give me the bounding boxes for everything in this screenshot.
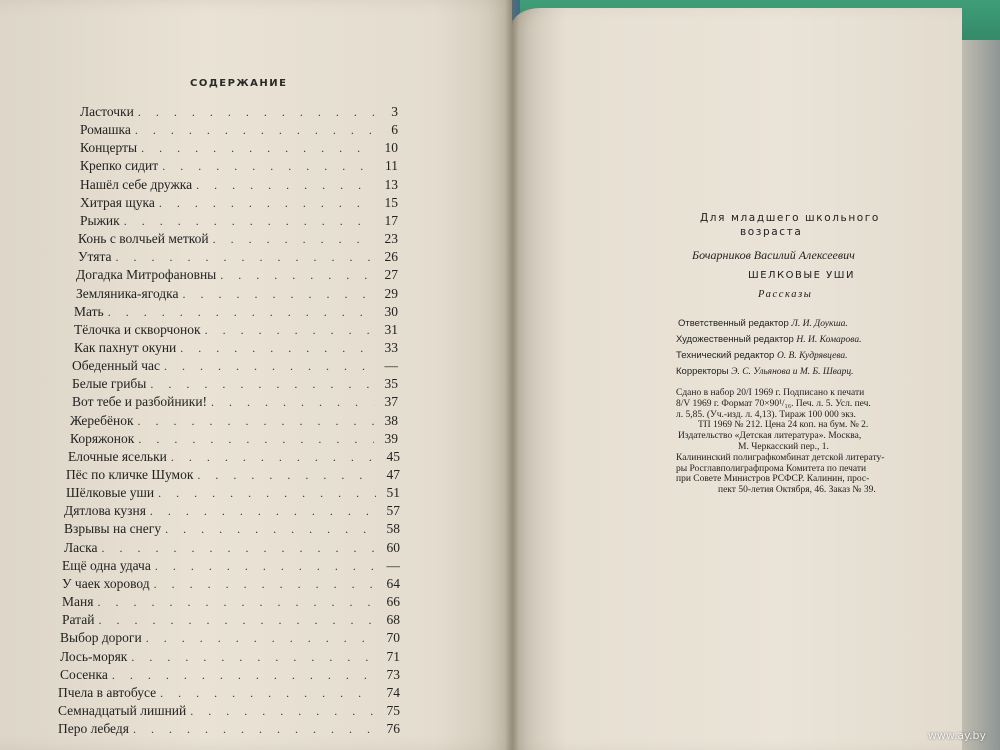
toc-leader-dots bbox=[211, 394, 374, 410]
colophon-print-line: ры Росглавполиграфпрома Комитета по печати bbox=[676, 463, 867, 474]
toc-entry-page: 47 bbox=[386, 467, 400, 482]
toc-entry-title: Перо лебедя bbox=[58, 721, 129, 737]
toc-heading: СОДЕРЖАНИЕ bbox=[190, 78, 288, 89]
toc-entry bbox=[72, 376, 398, 392]
toc-leader-dots bbox=[150, 503, 376, 519]
toc-leader-dots bbox=[158, 485, 376, 501]
toc-entry bbox=[80, 195, 398, 211]
toc-leader-dots bbox=[183, 286, 374, 302]
toc-entry-page: 39 bbox=[384, 430, 398, 446]
colophon-staff-line bbox=[676, 350, 848, 361]
toc-entry-title: Конь с волчьей меткой bbox=[78, 231, 209, 247]
toc-leader-dots bbox=[160, 685, 376, 701]
staff-name: Э. С. Ульянова и М. Б. Шварц. bbox=[731, 367, 854, 377]
toc-leader-dots bbox=[138, 104, 374, 120]
toc-entry-title: Вот тебе и разбойники! bbox=[72, 394, 208, 410]
toc-entry-title: Маня bbox=[62, 594, 94, 610]
toc-leader-dots bbox=[220, 267, 374, 283]
toc-entry-page: 27 bbox=[384, 267, 398, 283]
toc-entry-title: Коряжонок bbox=[70, 430, 135, 446]
toc-entry-title: Ласточки bbox=[80, 104, 134, 119]
colophon-book-title: ШЕЛКОВЫЕ УШИ bbox=[748, 270, 855, 281]
toc-leader-dots bbox=[196, 177, 374, 193]
toc-entry bbox=[64, 521, 400, 537]
toc-entry-page: 71 bbox=[386, 648, 400, 664]
toc-entry-page: 37 bbox=[384, 394, 398, 410]
staff-name: О. В. Кудрявцева. bbox=[776, 351, 848, 361]
toc-entry bbox=[80, 104, 398, 120]
colophon-print-line: ТП 1969 № 212. Цена 24 коп. на бум. № 2. bbox=[698, 420, 869, 431]
toc-entry bbox=[74, 340, 398, 356]
toc-entry-title: Как пахнут окуни bbox=[74, 339, 177, 355]
toc-entry-page: 31 bbox=[384, 321, 398, 337]
colophon-print-line: 8/V 1969 г. Формат 70×90¹/₁₆. Печ. л. 5. Усл. печ. bbox=[676, 398, 871, 409]
colophon-staff-line bbox=[676, 334, 861, 345]
toc-entry bbox=[64, 503, 400, 519]
toc-entry-title: Пчела в автобусе bbox=[58, 684, 157, 700]
toc-entry-title: Дятлова кузня bbox=[64, 503, 146, 519]
colophon-print-line: при Совете Министров РСФСР. Калинин, прос- bbox=[676, 474, 870, 485]
toc-leader-dots bbox=[180, 340, 374, 356]
toc-entry bbox=[62, 612, 400, 628]
toc-entry-page: 75 bbox=[386, 702, 400, 718]
toc-entry-page: 15 bbox=[384, 194, 398, 210]
toc-entry bbox=[76, 267, 398, 283]
toc-entry-title: Утята bbox=[78, 249, 112, 265]
colophon-print-line: М. Черкасский пер., 1. bbox=[738, 442, 829, 452]
toc-leader-dots bbox=[154, 576, 376, 592]
toc-entry-title: Тёлочка и скворчонок bbox=[74, 321, 201, 337]
toc-entry bbox=[76, 286, 398, 302]
toc-entry-title: Мать bbox=[74, 303, 104, 319]
toc-leader-dots bbox=[155, 558, 376, 574]
toc-entry bbox=[78, 249, 398, 265]
toc-entry-title: Ещё одна удача bbox=[62, 557, 151, 573]
toc-entry-page: 6 bbox=[391, 122, 398, 138]
toc-entry bbox=[62, 576, 400, 592]
toc-leader-dots bbox=[138, 431, 374, 447]
toc-entry-title: Шёлковые уши bbox=[66, 485, 155, 501]
toc-entry-title: Сосенка bbox=[60, 666, 108, 682]
toc-entry-title: Ласка bbox=[64, 539, 98, 555]
toc-leader-dots bbox=[162, 158, 374, 174]
staff-role: Художественный редактор bbox=[676, 334, 797, 345]
toc-entry-page: 38 bbox=[384, 412, 398, 428]
toc-leader-dots bbox=[98, 612, 376, 628]
toc-entry-title: Ромашка bbox=[80, 122, 131, 138]
toc-entry bbox=[66, 485, 400, 501]
toc-entry-title: Лось-моряк bbox=[60, 648, 128, 664]
colophon-print-line: Сдано в набор 20/I 1969 г. Подписано к печати bbox=[676, 388, 865, 398]
toc-entry-page: 30 bbox=[384, 303, 398, 319]
staff-role: Ответственный редактор bbox=[678, 318, 792, 329]
colophon-staff-line bbox=[678, 318, 848, 329]
toc-entry-title: Концерты bbox=[80, 140, 138, 156]
toc-entry bbox=[70, 431, 398, 447]
toc-entry bbox=[80, 122, 398, 138]
staff-role: Технический редактор bbox=[676, 350, 777, 361]
colophon-print-line: л. 5,85. (Уч.-изд. л. 4,13). Тираж 100 000 экз. bbox=[676, 409, 856, 420]
toc-entry-title: Взрывы на снегу bbox=[64, 521, 162, 537]
toc-entry bbox=[58, 685, 400, 701]
toc-entry bbox=[74, 304, 398, 320]
toc-entry bbox=[68, 449, 400, 465]
colophon-print-line: Калининский полиграфкомбинат детской литерату- bbox=[676, 452, 885, 463]
toc-entry-page: 60 bbox=[386, 539, 400, 555]
staff-name: Н. И. Комарова. bbox=[796, 335, 862, 345]
colophon-print-line: пект 50-летия Октября, 46. Заказ № 39. bbox=[718, 485, 876, 496]
toc-entry-page: 70 bbox=[386, 630, 400, 646]
toc-entry-title: Елочные ясельки bbox=[68, 448, 167, 464]
colophon-audience-line1: Для младшего школьного bbox=[700, 212, 880, 224]
toc-leader-dots bbox=[133, 721, 376, 737]
colophon-audience-line2: возраста bbox=[740, 226, 803, 238]
toc-entry bbox=[72, 358, 398, 374]
toc-entry bbox=[78, 231, 398, 247]
toc-leader-dots bbox=[108, 304, 374, 320]
toc-entry-page: 10 bbox=[384, 140, 398, 156]
right-page bbox=[512, 8, 962, 750]
toc-leader-dots bbox=[141, 140, 374, 156]
toc-entry-page: 23 bbox=[384, 231, 398, 247]
toc-entry-title: Ратай bbox=[62, 612, 95, 628]
toc-leader-dots bbox=[138, 413, 374, 429]
toc-entry-page: 74 bbox=[386, 684, 400, 700]
toc-leader-dots bbox=[164, 358, 374, 374]
colophon-genre: Рассказы bbox=[758, 289, 813, 300]
toc-entry-page: 66 bbox=[386, 594, 400, 610]
toc-entry bbox=[80, 158, 398, 174]
toc-leader-dots bbox=[124, 213, 374, 229]
toc-leader-dots bbox=[146, 630, 376, 646]
staff-name: Л. И. Доукша. bbox=[791, 319, 848, 329]
toc-entry bbox=[58, 721, 400, 737]
toc-leader-dots bbox=[197, 467, 376, 483]
staff-role: Корректоры bbox=[676, 366, 732, 377]
toc-leader-dots bbox=[171, 449, 376, 465]
toc-entry-page: 68 bbox=[386, 612, 400, 628]
toc-entry bbox=[66, 467, 400, 483]
colophon-author: Бочарников Василий Алексеевич bbox=[692, 248, 855, 262]
toc-entry-page: 35 bbox=[384, 376, 398, 392]
toc-entry-title: Выбор дороги bbox=[60, 630, 142, 646]
toc-entry-page: 76 bbox=[386, 721, 400, 737]
toc-entry bbox=[58, 703, 400, 719]
toc-entry bbox=[60, 667, 400, 683]
colophon-print-line: Издательство «Детская литература». Москва, bbox=[678, 431, 862, 442]
toc-entry bbox=[80, 140, 398, 156]
toc-leader-dots bbox=[112, 667, 376, 683]
toc-entry-title: Земляника-ягодка bbox=[76, 285, 179, 301]
toc-entry-page: 26 bbox=[384, 249, 398, 265]
toc-entry bbox=[62, 594, 400, 610]
toc-entry-page: — bbox=[384, 358, 398, 374]
toc-entry-title: Хитрая щука bbox=[80, 194, 155, 210]
watermark: www.ay.by bbox=[927, 729, 986, 742]
toc-entry-page: 73 bbox=[386, 666, 400, 682]
toc-leader-dots bbox=[159, 195, 374, 211]
colophon-staff-line bbox=[676, 366, 853, 377]
toc-entry bbox=[60, 630, 400, 646]
toc-entry bbox=[70, 413, 398, 429]
toc-leader-dots bbox=[190, 703, 376, 719]
toc-entry-page: 3 bbox=[391, 104, 398, 119]
toc-entry-title: Белые грибы bbox=[72, 376, 147, 392]
toc-entry bbox=[74, 322, 398, 338]
toc-leader-dots bbox=[102, 540, 377, 556]
toc-entry bbox=[80, 213, 398, 229]
toc-entry-page: 13 bbox=[384, 176, 398, 192]
toc-entry bbox=[72, 394, 398, 410]
toc-entry-title: У чаек хоровод bbox=[62, 575, 150, 591]
toc-leader-dots bbox=[165, 521, 376, 537]
toc-leader-dots bbox=[135, 122, 374, 138]
toc-entry-title: Крепко сидит bbox=[80, 158, 159, 174]
toc-leader-dots bbox=[205, 322, 374, 338]
toc-leader-dots bbox=[150, 376, 374, 392]
toc-entry-page: 33 bbox=[384, 339, 398, 355]
toc-entry-page: 57 bbox=[386, 503, 400, 519]
toc-entry-page: 51 bbox=[386, 485, 400, 501]
toc-entry bbox=[62, 558, 400, 574]
toc-entry-page: 64 bbox=[386, 575, 400, 591]
toc-entry-title: Нашёл себе дружка bbox=[80, 176, 193, 192]
toc-entry-title: Рыжик bbox=[80, 212, 120, 228]
toc-entry-title: Пёс по кличке Шумок bbox=[66, 467, 194, 482]
toc-entry-title: Семнадцатый лишний bbox=[58, 702, 187, 718]
toc-leader-dots bbox=[213, 231, 374, 247]
toc-entry-title: Жеребёнок bbox=[70, 412, 134, 428]
toc-entry bbox=[60, 649, 400, 665]
toc-entry-page: — bbox=[386, 557, 400, 573]
toc-entry bbox=[80, 177, 398, 193]
toc-entry-page: 45 bbox=[386, 448, 400, 464]
toc-entry-title: Обеденный час bbox=[72, 358, 161, 374]
toc-entry-title: Догадка Митрофановны bbox=[76, 267, 217, 283]
toc-entry-page: 58 bbox=[386, 521, 400, 537]
toc-entry-page: 29 bbox=[384, 285, 398, 301]
toc-leader-dots bbox=[131, 649, 376, 665]
toc-entry-page: 11 bbox=[385, 158, 398, 174]
toc-entry-page: 17 bbox=[384, 212, 398, 228]
toc-leader-dots bbox=[97, 594, 376, 610]
toc-entry bbox=[64, 540, 400, 556]
toc-leader-dots bbox=[116, 249, 374, 265]
